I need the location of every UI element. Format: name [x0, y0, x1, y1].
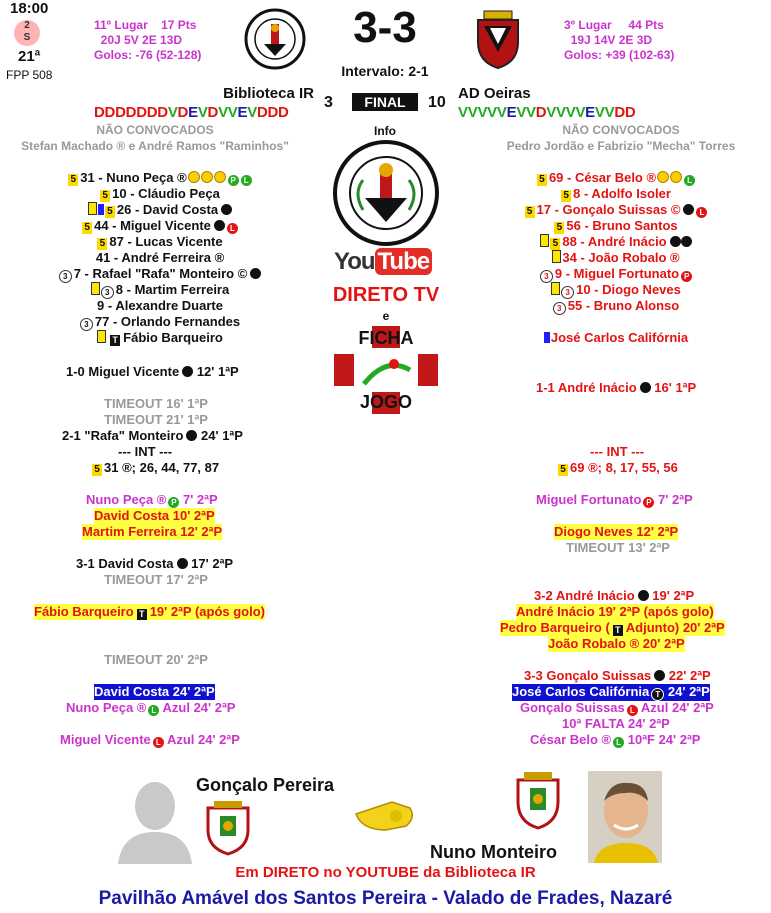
- player-row: [486, 250, 746, 266]
- form-result: V: [467, 104, 478, 121]
- five-badge-icon: 5: [525, 206, 535, 218]
- five-badge-icon: 5: [558, 464, 568, 476]
- ball-icon: [683, 204, 694, 215]
- ball-icon: [250, 268, 261, 279]
- form-result: E: [188, 104, 198, 121]
- form-result: V: [546, 104, 557, 121]
- form-result: D: [267, 104, 279, 121]
- form-result: D: [115, 104, 126, 121]
- player-row: [486, 186, 746, 202]
- five-badge-icon: 5: [554, 222, 564, 234]
- home-not-called: Stefan Machado ® e André Ramos "Raminhos": [21, 139, 289, 153]
- green-card-icon: L: [613, 737, 624, 748]
- player-name: 55 - Bruno Alonso: [567, 298, 680, 313]
- form-result: E: [237, 104, 248, 121]
- form-result: D: [125, 104, 137, 121]
- form-result: D: [146, 104, 158, 121]
- form-result: V: [458, 104, 468, 121]
- player-row: [486, 218, 746, 234]
- fpp-code: FPP 508: [6, 68, 53, 82]
- home-timeout-4: TIMEOUT 20' 2ªP: [104, 652, 208, 667]
- technical-icon: T: [110, 335, 120, 346]
- away-crest-icon: [474, 8, 522, 70]
- blue-card-icon: [98, 204, 104, 215]
- five-badge-icon: 5: [100, 190, 110, 202]
- gold-ball-icon: [214, 171, 226, 183]
- player-row: [486, 234, 746, 250]
- yellow-card-icon: [540, 234, 549, 247]
- ball-icon: [670, 236, 681, 247]
- home-team-name: Biblioteca IR: [223, 85, 314, 102]
- yellow-card-icon: [91, 282, 100, 295]
- youtube-logo[interactable]: You Tube: [334, 248, 432, 278]
- and-label: e: [382, 309, 390, 323]
- technical-icon: T: [613, 625, 623, 636]
- home-form: [94, 104, 289, 121]
- yellow-card-icon: [552, 250, 561, 263]
- player-name: 26 - David Costa: [116, 202, 219, 217]
- form-result: V: [516, 104, 527, 121]
- five-badge-icon: 5: [97, 238, 107, 250]
- home-goal-2: 2-1 "Rafa" Monteiro 24' 1ªP: [62, 428, 243, 443]
- player-name: 8 - Adolfo Isoler: [573, 186, 671, 201]
- home-goal-1: 1-0 Miguel Vicente 12' 1ªP: [66, 364, 239, 379]
- away-event-3: André Inácio 19' 2ªP (após golo): [516, 604, 714, 619]
- technical-icon: T: [137, 609, 147, 620]
- green-card-icon: P: [168, 497, 179, 508]
- home-event-2: David Costa 10' 2ªP: [94, 508, 215, 523]
- player-name: 41 - André Ferreira ®: [95, 250, 225, 265]
- yellow-card-icon: [97, 330, 106, 343]
- away-goal-2: 3-2 André Inácio 19' 2ªP: [534, 588, 695, 603]
- form-result: D: [614, 104, 625, 121]
- away-team-name: AD Oeiras: [458, 85, 531, 102]
- form-result: D: [136, 104, 147, 121]
- home-event-5: David Costa 24' 2ªP: [94, 684, 215, 699]
- green-l-card-icon: L: [684, 175, 695, 186]
- home-players-list: [30, 170, 290, 346]
- three-badge-icon: 3: [553, 302, 566, 315]
- away-not-called-label: NÃO CONVOCADOS: [562, 123, 680, 137]
- ball-icon: [186, 430, 197, 441]
- yellow-card-icon: [88, 202, 97, 215]
- player-row: [30, 202, 290, 218]
- form-result: V: [575, 104, 586, 121]
- ball-icon: [214, 220, 225, 231]
- form-result: V: [227, 104, 238, 121]
- form-result: V: [218, 104, 228, 121]
- ficha-jogo-logo[interactable]: FICHA JOGO: [334, 326, 438, 414]
- away-event-8: 10ª FALTA 24' 2ªP: [562, 716, 670, 731]
- home-stats: 11º Lugar 17 Pts 20J 5V 2E 13D Golos: -76 (52-128): [94, 18, 202, 62]
- player-name: 88 - André Inácio: [562, 234, 667, 249]
- form-result: D: [157, 104, 168, 121]
- form-result: E: [506, 104, 517, 121]
- form-result: D: [177, 104, 189, 121]
- player-name: José Carlos Califórnia: [550, 330, 689, 345]
- live-stream-link[interactable]: Em DIRETO no YOUTUBE da Biblioteca IR: [235, 864, 536, 881]
- home-crest-icon: [244, 8, 306, 70]
- home-event-3: Martim Ferreira 12' 2ªP: [82, 524, 223, 539]
- form-result: D: [535, 104, 547, 121]
- player-row: [30, 330, 290, 346]
- score: 3-3: [353, 3, 417, 52]
- red-card-icon: L: [627, 705, 638, 716]
- home-interval-lineup: 5 31 ®; 26, 44, 77, 87: [92, 460, 219, 476]
- player-row: [30, 250, 290, 266]
- five-badge-icon: 5: [68, 174, 78, 186]
- player-row: [30, 314, 290, 330]
- form-result: D: [104, 104, 116, 121]
- form-result: V: [247, 104, 257, 121]
- ball-icon: [177, 558, 188, 569]
- five-badge-icon: 5: [537, 174, 547, 186]
- five-badge-icon: 5: [92, 464, 102, 476]
- player-name: 10 - Cláudio Peça: [112, 186, 220, 201]
- form-result: D: [207, 104, 219, 121]
- home-event-7: Miguel Vicente L Azul 24' 2ªP: [60, 732, 240, 747]
- gold-ball-icon: [188, 171, 200, 183]
- three-badge-icon: 3: [59, 270, 72, 283]
- home-event-6: Nuno Peça ® L Azul 24' 2ªP: [66, 700, 236, 715]
- home-not-called-label: NÃO CONVOCADOS: [96, 123, 214, 137]
- form-result: V: [487, 104, 497, 121]
- away-interval-lineup: 5 69 ®; 8, 17, 55, 56: [558, 460, 678, 476]
- form-result: D: [94, 104, 105, 121]
- form-result: D: [256, 104, 268, 121]
- referee-2-name: Nuno Monteiro: [430, 842, 557, 862]
- player-name: 56 - Bruno Santos: [566, 218, 678, 233]
- red-card-icon: L: [696, 207, 707, 218]
- home-event-1: Nuno Peça ® P 7' 2ªP: [86, 492, 218, 507]
- away-timeout-1: TIMEOUT 13' 2ªP: [566, 540, 670, 555]
- player-row: [486, 170, 746, 186]
- form-result: D: [624, 104, 636, 121]
- form-result: V: [496, 104, 507, 121]
- form-result: E: [585, 104, 595, 121]
- player-row: [30, 282, 290, 298]
- home-interval-label: --- INT ---: [118, 444, 173, 459]
- red-card-icon: L: [153, 737, 164, 748]
- referee-1-crest-icon: [202, 800, 254, 856]
- away-event-6: José Carlos Califórnia T 24' 2ªP: [512, 684, 710, 699]
- referee-placeholder-avatar: [118, 772, 192, 864]
- red-p-card-icon: P: [643, 497, 654, 508]
- form-result: V: [604, 104, 615, 121]
- form-result: V: [526, 104, 536, 121]
- yellow-card-icon: [551, 282, 560, 295]
- away-not-called: Pedro Jordão e Fabrizio "Mecha" Torres: [506, 139, 736, 153]
- five-badge-icon: 5: [105, 206, 115, 218]
- five-badge-icon: 5: [550, 238, 560, 250]
- ball-icon: [221, 204, 232, 215]
- gold-ball-icon: [670, 171, 682, 183]
- away-goal-3: 3-3 Gonçalo Suissas 22' 2ªP: [524, 668, 711, 683]
- round-number: 21ª: [18, 48, 41, 65]
- player-row: [486, 298, 746, 314]
- player-row: [30, 266, 290, 282]
- player-name: 77 - Orlando Fernandes: [94, 314, 241, 329]
- ball-icon: [638, 590, 649, 601]
- player-row: [30, 186, 290, 202]
- form-result: V: [167, 104, 178, 121]
- form-result: V: [556, 104, 566, 121]
- player-name: 7 - Rafael "Rafa" Monteiro ©: [73, 266, 248, 281]
- player-name: 17 - Gonçalo Suissas ©: [536, 202, 681, 217]
- green-card-icon: L: [148, 705, 159, 716]
- whistle-icon: [352, 794, 418, 834]
- ball-icon: [681, 236, 692, 247]
- away-form: [458, 104, 635, 121]
- form-result: V: [565, 104, 576, 121]
- player-row: [486, 314, 746, 330]
- away-event-2: Diogo Neves 12' 2ªP: [554, 524, 679, 539]
- ball-icon: [640, 382, 651, 393]
- player-name: 44 - Miguel Vicente: [94, 218, 211, 233]
- player-row: [30, 298, 290, 314]
- player-name: 8 - Martim Ferreira: [115, 282, 230, 297]
- away-event-9: César Belo ® L 10ªF 24' 2ªP: [530, 732, 701, 747]
- home-goals: 3: [324, 94, 333, 111]
- referee-2-crest-icon: [512, 770, 564, 830]
- away-players-list: [486, 170, 746, 346]
- away-goal-1: 1-1 André Inácio 16' 1ªP: [536, 380, 697, 395]
- player-name: 87 - Lucas Vicente: [109, 234, 223, 249]
- direto-tv-link[interactable]: DIRETO TV: [332, 284, 440, 306]
- away-event-1: Miguel Fortunato P 7' 2ªP: [536, 492, 693, 507]
- player-name: 69 - César Belo ®: [548, 170, 657, 185]
- technical-icon: T: [651, 688, 664, 701]
- three-badge-icon: 3: [540, 270, 553, 283]
- form-result: V: [197, 104, 208, 121]
- match-time: 18:00: [10, 0, 49, 17]
- player-row: [30, 234, 290, 250]
- ball-icon: [182, 366, 193, 377]
- away-event-7: Gonçalo Suissas L Azul 24' 2ªP: [520, 700, 714, 715]
- green-l-card-icon: L: [241, 175, 252, 186]
- player-row: [486, 202, 746, 218]
- away-event-4: Pedro Barqueiro ( T Adjunto) 20' 2ªP: [500, 620, 725, 635]
- player-name: 34 - João Robalo ®: [562, 250, 680, 265]
- player-name: 9 - Miguel Fortunato: [554, 266, 680, 281]
- red-card-icon: L: [227, 223, 238, 234]
- gold-ball-icon: [201, 171, 213, 183]
- form-result: V: [594, 104, 605, 121]
- halftime-score: Intervalo: 2-1: [341, 63, 429, 79]
- league-logo: 2 S: [14, 20, 40, 46]
- three-badge-icon: 3: [561, 286, 574, 299]
- home-timeout-2: TIMEOUT 21' 1ªP: [104, 412, 208, 427]
- away-goals: 10: [428, 94, 446, 111]
- venue: Pavilhão Amável dos Santos Pereira - Valado de Frades, Nazaré: [98, 888, 673, 909]
- form-result: D: [278, 104, 289, 121]
- blue-card-icon: [544, 332, 550, 343]
- home-goal-3: 3-1 David Costa 17' 2ªP: [76, 556, 234, 571]
- player-row: [30, 218, 290, 234]
- away-stats: 3º Lugar 44 Pts 19J 14V 2E 3D Golos: +39 (102-63): [564, 18, 675, 62]
- player-name: 31 - Nuno Peça ®: [80, 170, 187, 185]
- player-name: 9 - Alexandre Duarte: [97, 298, 223, 313]
- referee-2-photo: [588, 771, 662, 863]
- home-event-4: Fábio Barqueiro T 19' 2ªP (após golo): [34, 604, 265, 619]
- five-badge-icon: 5: [561, 190, 571, 202]
- player-row: [30, 170, 290, 186]
- away-event-5: João Robalo ® 20' 2ªP: [548, 636, 685, 651]
- player-row: [486, 330, 746, 346]
- home-timeout-1: TIMEOUT 16' 1ªP: [104, 396, 208, 411]
- info-label: Info: [374, 124, 396, 138]
- green-p-card-icon: P: [228, 175, 239, 186]
- player-name: Fábio Barqueiro: [123, 330, 223, 345]
- match-status-badge: FINAL: [352, 93, 418, 111]
- referee-1-name: Gonçalo Pereira: [196, 775, 335, 795]
- five-badge-icon: 5: [82, 222, 92, 234]
- red-p-card-icon: P: [681, 271, 692, 282]
- player-row: [486, 266, 746, 282]
- away-interval-label: --- INT ---: [590, 444, 645, 459]
- home-timeout-3: TIMEOUT 17' 2ªP: [104, 572, 208, 587]
- player-name: 10 - Diogo Neves: [576, 282, 681, 297]
- club-emblem-icon[interactable]: [333, 140, 439, 246]
- three-badge-icon: 3: [80, 318, 93, 331]
- form-result: V: [477, 104, 488, 121]
- ball-icon: [654, 670, 665, 681]
- player-row: [486, 282, 746, 298]
- gold-ball-icon: [657, 171, 669, 183]
- three-badge-icon: 3: [101, 286, 114, 299]
